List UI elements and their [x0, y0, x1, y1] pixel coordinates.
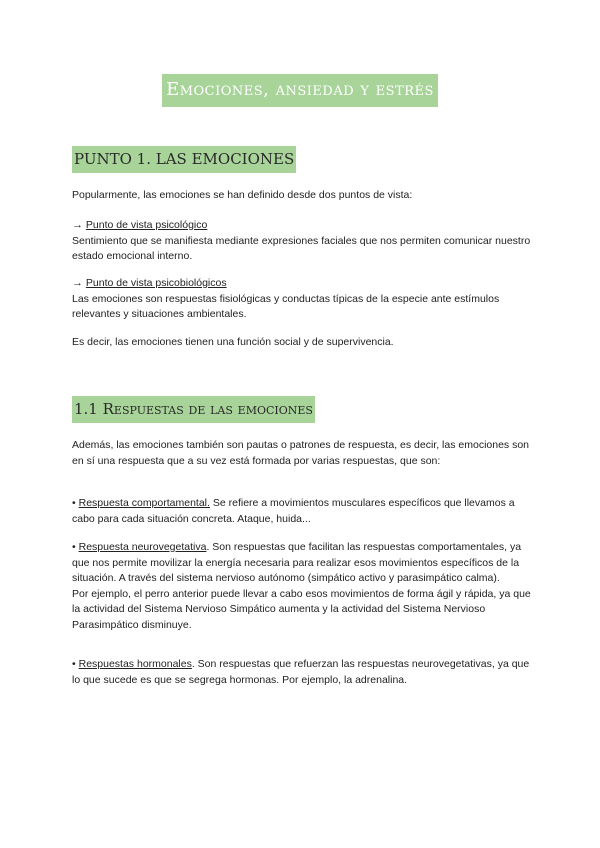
point-label-psicologico: Punto de vista psicológico: [85, 219, 208, 231]
respuestas-intro-paragraph: [72, 438, 534, 469]
subsection-heading-respuestas: 1.1 Respuestas de las emociones: [72, 396, 315, 423]
conclusion-text: Es decir, las emociones tienen una función social y de supervivencia.: [72, 336, 394, 348]
document-title: Emociones, ansiedad y estrés: [162, 74, 438, 107]
bullet-icon: •: [72, 497, 76, 509]
item-example-neurovegetativa: Por ejemplo, el perro anterior puede llevar a cabo esos movimientos de forma ágil y rápida, ya que la actividad del Sistema Nervioso Simpático aumenta y la actividad del Sistema Nervioso Parasimpático disminuye.: [72, 587, 531, 631]
intro-text: Popularmente, las emociones se han definido desde dos puntos de vista:: [72, 189, 413, 201]
list-item-neurovegetativa: [72, 540, 534, 633]
bullet-icon: •: [72, 658, 76, 670]
arrow-icon: →: [72, 277, 83, 289]
title-wrapper: [0, 74, 600, 107]
item-text-neurovegetativa: . Son respuestas que facilitan las respuestas comportamentales, ya que nos permite movilizar la energía necesaria para realizar esos movimientos específicos de la situación. A través del sistema nervioso autónomo (simpático activo y parasimpático calma).: [72, 541, 522, 584]
respuestas-intro-text: Además, las emociones también son pautas o patrones de respuesta, es decir, las emociones son en sí una respuesta que a su vez está formada por varias respuestas, que son:: [72, 439, 530, 467]
point-psicologico: [72, 218, 534, 265]
item-label-hormonales: Respuestas hormonales: [78, 658, 192, 670]
bullet-icon: •: [72, 541, 76, 553]
item-label-comportamental: Respuesta comportamental.: [78, 497, 210, 509]
point-psicobiologico: [72, 276, 534, 323]
list-item-comportamental: [72, 496, 534, 527]
point-text-psicologico: Sentimiento que se manifiesta mediante expresiones faciales que nos permiten comunicar nuestro estado emocional interno.: [72, 234, 531, 262]
intro-paragraph: [72, 188, 534, 204]
item-text-hormonales: . Son respuestas que refuerzan las respuestas neurovegetativas, ya que lo que sucede es que se segrega hormonas. Por ejemplo, la adrenalina.: [72, 658, 530, 686]
point-label-psicobiologico: Punto de vista psicobiológicos: [85, 277, 227, 289]
section-heading-emociones: PUNTO 1. LAS EMOCIONES: [72, 146, 296, 173]
item-label-neurovegetativa: Respuesta neurovegetativa: [78, 541, 207, 553]
point-text-psicobiologico: Las emociones son respuestas fisiológicas y conductas típicas de la especie ante estímulos relevantes y situaciones ambientales.: [72, 292, 500, 320]
arrow-icon: →: [72, 219, 83, 231]
conclusion-paragraph: [72, 335, 534, 351]
item-text-comportamental: Se refiere a movimientos musculares específicos que llevamos a cabo para cada situación concreta. Ataque, huida...: [72, 497, 515, 525]
list-item-hormonales: [72, 657, 534, 688]
